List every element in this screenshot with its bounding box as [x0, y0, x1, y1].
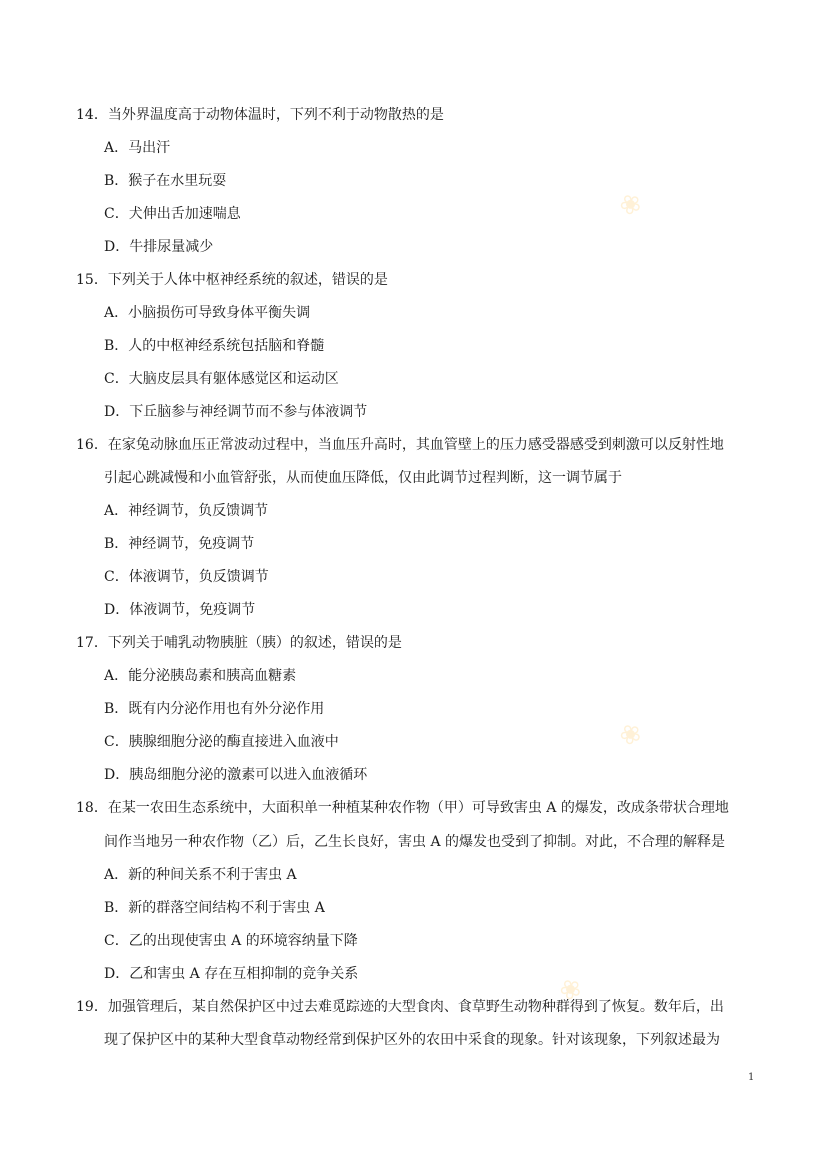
- question-16-option-b: B．神经调节，免疫调节: [104, 536, 255, 552]
- question-16-option-c: C．体液调节，负反馈调节: [104, 569, 269, 585]
- question-number: 17．: [76, 635, 108, 651]
- question-18-stem-continued: 间作当地另一种农作物（乙）后，乙生长良好，害虫 A 的爆发也受到了抑制。对此，不合理的解释是: [104, 834, 726, 850]
- question-16-option-d: D．体液调节，免疫调节: [104, 602, 256, 618]
- question-18-stem: [76, 799, 729, 817]
- question-number: 18．: [76, 800, 108, 816]
- question-number: 14．: [76, 107, 108, 123]
- question-14-option-a: A．马出汗: [104, 140, 171, 156]
- page-number: 1: [748, 1072, 755, 1083]
- question-15-stem: [76, 271, 388, 289]
- question-19-stem-continued: 现了保护区中的某种大型食草动物经常到保护区外的农田中采食的现象。针对该现象，下列叙述最为: [104, 1032, 720, 1048]
- watermark-logo: ❀: [554, 971, 588, 1009]
- question-15-option-b: B．人的中枢神经系统包括脑和脊髓: [104, 338, 325, 354]
- question-17-option-a: A．能分泌胰岛素和胰高血糖素: [104, 668, 297, 684]
- question-number: 19．: [76, 999, 108, 1015]
- question-text: 在某一农田生态系统中，大面积单一种植某种农作物（甲）可导致害虫 A 的爆发，改成条带状合理地: [107, 800, 729, 816]
- question-18-option-c: C．乙的出现使害虫 A 的环境容纳量下降: [104, 933, 358, 949]
- question-17-option-d: D．胰岛细胞分泌的激素可以进入血液循环: [104, 767, 368, 783]
- question-16-stem: [76, 436, 724, 454]
- question-text: 下列关于人体中枢神经系统的叙述，错误的是: [107, 272, 388, 288]
- question-19-stem: [76, 998, 724, 1016]
- watermark-logo: ❀: [614, 186, 648, 224]
- question-text: 在家兔动脉血压正常波动过程中，当血压升高时，其血管壁上的压力感受器感受到刺激可以反射性地: [107, 437, 724, 453]
- watermark-logo: ❀: [614, 716, 648, 754]
- question-18-option-a: A．新的种间关系不利于害虫 A: [104, 867, 297, 883]
- question-text: 下列关于哺乳动物胰脏（胰）的叙述，错误的是: [107, 635, 402, 651]
- question-text: 加强管理后，某自然保护区中过去难觅踪迹的大型食肉、食草野生动物种群得到了恢复。数年后，出: [107, 999, 724, 1015]
- question-16-option-a: A．神经调节，负反馈调节: [104, 503, 269, 519]
- question-14-option-c: C．犬伸出舌加速喘息: [104, 206, 241, 222]
- question-17-option-c: C．胰腺细胞分泌的酶直接进入血液中: [104, 734, 339, 750]
- question-17-stem: [76, 634, 402, 652]
- question-15-option-a: A．小脑损伤可导致身体平衡失调: [104, 305, 311, 321]
- question-18-option-d: D．乙和害虫 A 存在互相抑制的竞争关系: [104, 966, 359, 982]
- question-text: 当外界温度高于动物体温时，下列不利于动物散热的是: [107, 107, 444, 123]
- question-number: 15．: [76, 272, 108, 288]
- question-14-option-b: B．猴子在水里玩耍: [104, 173, 227, 189]
- question-15-option-d: D．下丘脑参与神经调节而不参与体液调节: [104, 404, 368, 420]
- question-15-option-c: C．大脑皮层具有躯体感觉区和运动区: [104, 371, 339, 387]
- question-14-stem: [76, 106, 444, 124]
- question-18-option-b: B．新的群落空间结构不利于害虫 A: [104, 900, 325, 916]
- question-17-option-b: B．既有内分泌作用也有外分泌作用: [104, 701, 325, 717]
- question-16-stem-continued: 引起心跳减慢和小血管舒张，从而使血压降低，仅由此调节过程判断，这一调节属于: [104, 470, 622, 486]
- question-number: 16．: [76, 437, 108, 453]
- question-14-option-d: D．牛排尿量减少: [104, 239, 214, 255]
